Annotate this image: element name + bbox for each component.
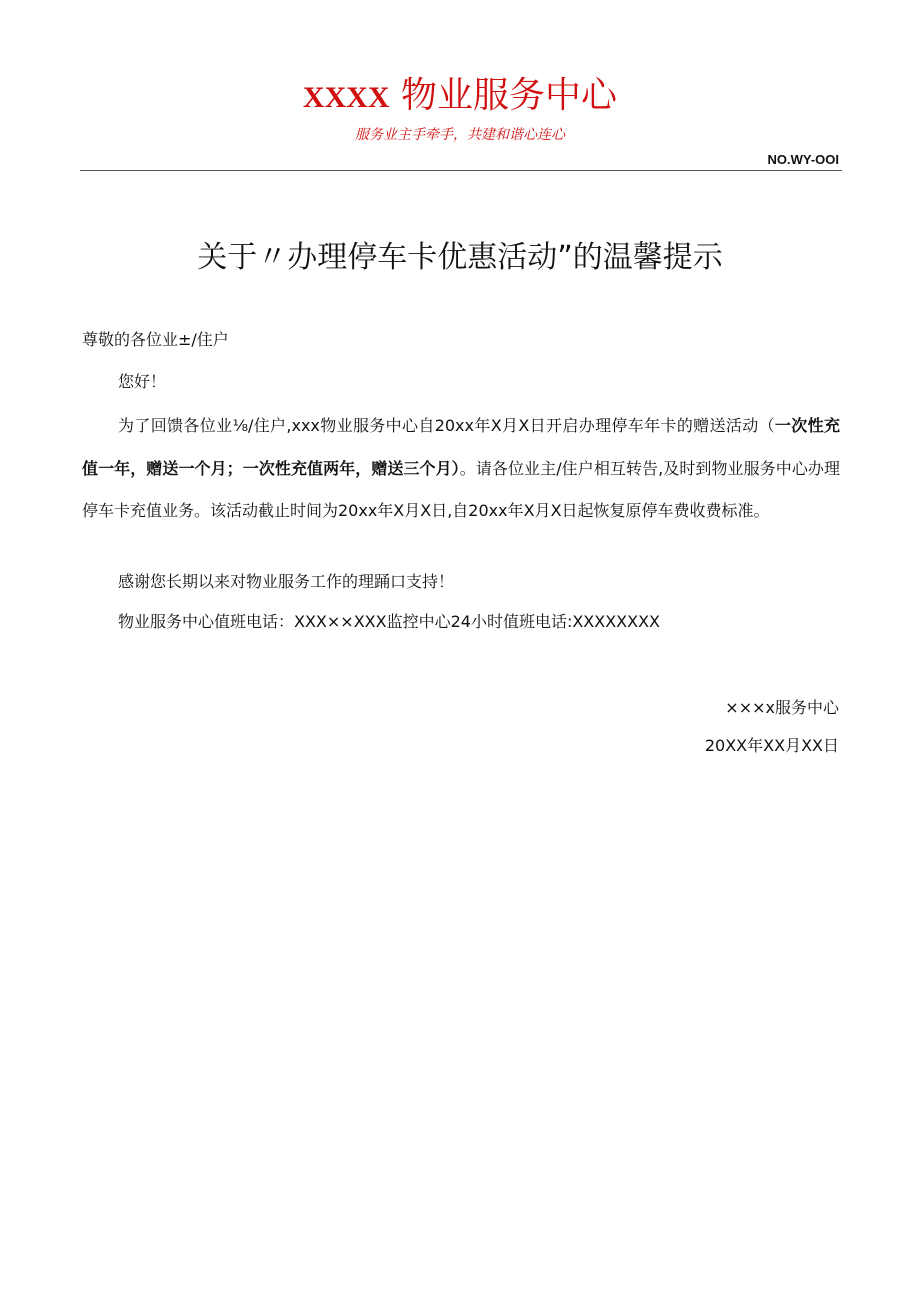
- contact-phones: 物业服务中心值班电话：XXX××XXX监控中心24小时值班电话:XXXXXXXX: [118, 612, 661, 631]
- center-name: 物业服务中心: [401, 75, 618, 116]
- paragraph-part-1: 为了回馈各位业⅛/住户,xxx物业服务中心自20xx年X月X日开启办理停车年卡的赠送活动（: [118, 416, 775, 435]
- signature-date: 20XX年XX月XX日: [704, 736, 839, 755]
- header-slogan: 服务业主手牵手，共建和谐心连心: [355, 127, 565, 143]
- signature-org: ×××x服务中心: [725, 698, 839, 717]
- promotion-details: 一次性充值一年，赠送一个月；一次性充值两年，赠送三个月）: [82, 416, 840, 478]
- notice-title: 关于〃办理停车卡优惠活动”的温馨提示: [197, 240, 723, 275]
- document-number: NO.WY-OOI: [767, 152, 839, 167]
- header-title: [0, 72, 920, 122]
- main-paragraph: [82, 405, 840, 533]
- greeting: 您好！: [118, 372, 167, 391]
- header-divider: [80, 170, 842, 171]
- paragraph-part-2: 。请各位业主/住户相互转告,及时到物业服务中心办理停车卡充值业务。该活动截止时间为20xx年X月X日,自20xx年X月X日起恢复原停车费收费标准。: [82, 458, 840, 520]
- thanks-line: 感谢您长期以来对物业服务工作的理踊口支持！: [118, 572, 455, 591]
- salutation: 尊敬的各位业±/住户: [82, 330, 229, 349]
- brand-name: XXXX: [302, 81, 390, 114]
